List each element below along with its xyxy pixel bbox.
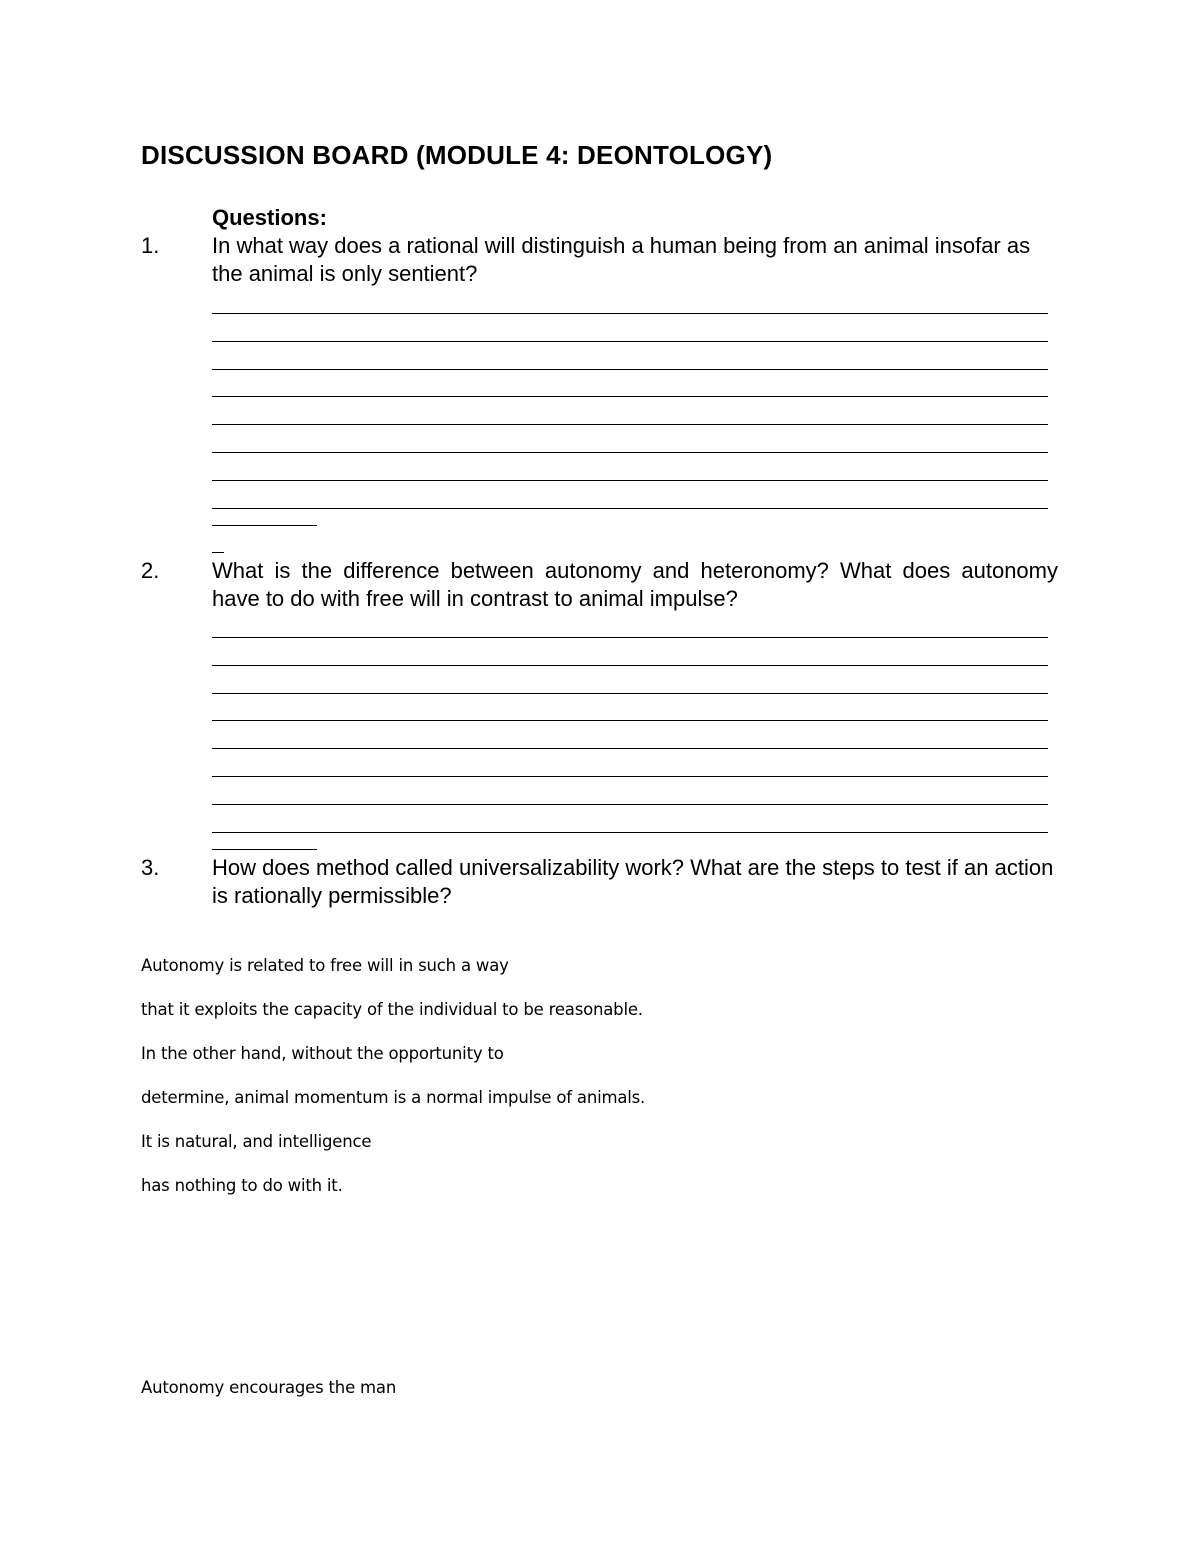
answer-blank-line bbox=[212, 452, 1048, 453]
answer-blank-line bbox=[212, 313, 1048, 314]
question-2-answer-lines bbox=[212, 637, 1048, 833]
page-title: DISCUSSION BOARD (MODULE 4: DEONTOLOGY) bbox=[141, 140, 773, 170]
answer-blank-line-tiny bbox=[212, 552, 224, 553]
answer-line: that it exploits the capacity of the individual to be reasonable. bbox=[141, 1000, 643, 1019]
answer-blank-line bbox=[212, 748, 1048, 749]
questions-heading: Questions: bbox=[212, 205, 327, 230]
answer-blank-line bbox=[212, 804, 1048, 805]
question-2-text: What is the difference between autonomy and heteronomy? What does autonomy have to do with free will in contrast to animal impulse? bbox=[212, 558, 1058, 611]
question-1-answer-lines bbox=[212, 313, 1048, 509]
question-3-text: How does method called universalizability work? What are the steps to test if an action is rationally permissible? bbox=[212, 855, 1054, 908]
answer-blank-line bbox=[212, 637, 1048, 638]
question-1-text: In what way does a rational will distinguish a human being from an animal insofar as the animal is only sentient? bbox=[212, 233, 1031, 286]
answer-blank-line bbox=[212, 396, 1048, 397]
answer-blank-line bbox=[212, 776, 1048, 777]
answer-blank-line bbox=[212, 665, 1048, 666]
answer-blank-line-short bbox=[212, 525, 317, 526]
answer-blank-line bbox=[212, 341, 1048, 342]
answer-blank-line bbox=[212, 508, 1048, 509]
answer-blank-line bbox=[212, 693, 1048, 694]
question-1-number: 1. bbox=[141, 233, 160, 258]
question-3-number: 3. bbox=[141, 855, 160, 880]
answer-blank-line bbox=[212, 720, 1048, 721]
answer-blank-line bbox=[212, 424, 1048, 425]
question-2-number: 2. bbox=[141, 558, 160, 583]
answer-blank-line-short bbox=[212, 849, 317, 850]
answer-blank-line bbox=[212, 832, 1048, 833]
answer-line: Autonomy encourages the man bbox=[141, 1378, 397, 1397]
answer-blank-line bbox=[212, 369, 1048, 370]
answer-line: Autonomy is related to free will in such a way bbox=[141, 956, 509, 975]
answer-line: In the other hand, without the opportunity to bbox=[141, 1044, 504, 1063]
answer-line: It is natural, and intelligence bbox=[141, 1132, 372, 1151]
answer-line: has nothing to do with it. bbox=[141, 1176, 343, 1195]
answer-line: determine, animal momentum is a normal impulse of animals. bbox=[141, 1088, 646, 1107]
answer-blank-line bbox=[212, 480, 1048, 481]
